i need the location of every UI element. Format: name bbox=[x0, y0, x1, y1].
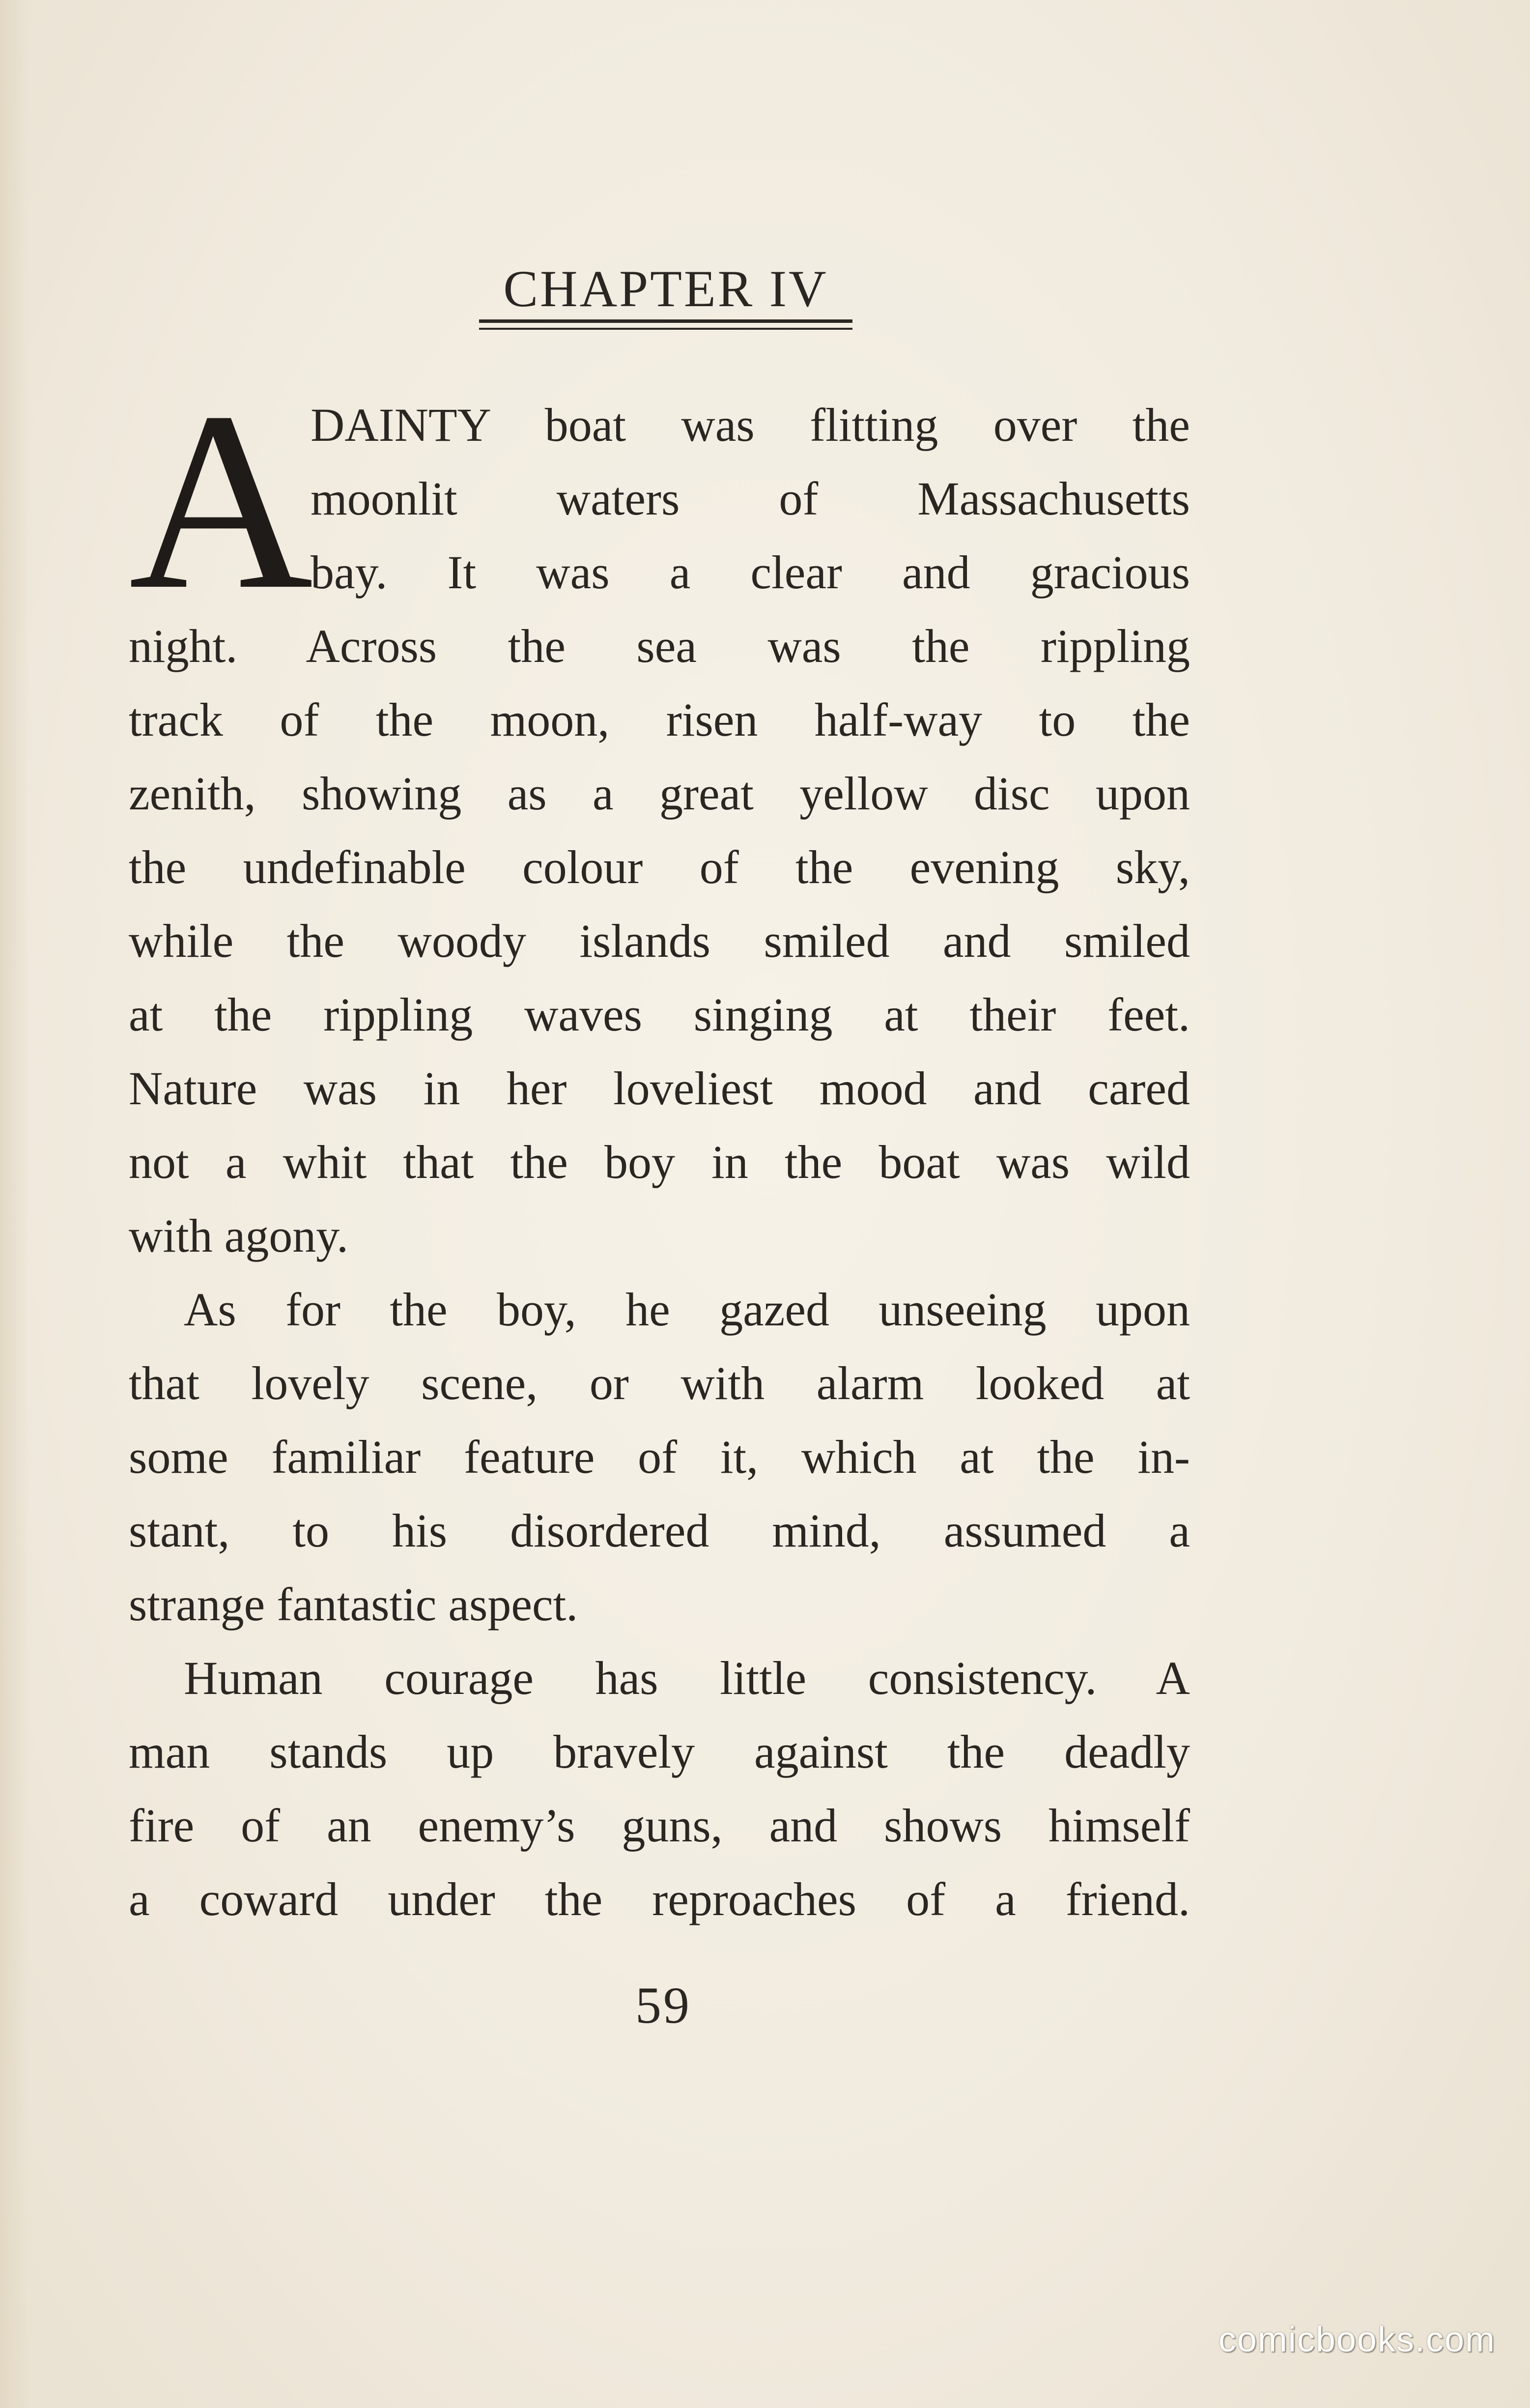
text-line: moonlit waters of Massachusetts bbox=[311, 472, 1190, 525]
paragraph-2 bbox=[129, 1273, 1190, 1641]
body-text bbox=[129, 609, 1190, 1936]
chapter-heading-double-rule bbox=[479, 319, 852, 330]
text-line: bay. It was a clear and gracious bbox=[311, 546, 1190, 599]
site-watermark: comicbooks.com bbox=[1218, 2320, 1496, 2359]
page-number: 59 bbox=[635, 1977, 691, 2034]
paragraph-1-indented-lines bbox=[311, 388, 1190, 609]
text-line: that lovely scene, or with alarm looked at bbox=[129, 1357, 1190, 1409]
text-line: with agony. bbox=[129, 1209, 349, 1262]
page-gutter-shadow bbox=[0, 0, 29, 2408]
paragraph-3 bbox=[129, 1641, 1190, 1936]
text-line: track of the moon, risen half-way to the bbox=[129, 693, 1190, 746]
paragraph-1 bbox=[129, 609, 1190, 1273]
drop-cap-letter: A bbox=[129, 360, 313, 642]
text-line: zenith, showing as a great yellow disc upon bbox=[129, 767, 1190, 820]
text-line: stant, to his disordered mind, assumed a bbox=[129, 1504, 1190, 1557]
chapter-heading: CHAPTER IV bbox=[503, 260, 828, 317]
text-line: at the rippling waves singing at their feet. bbox=[129, 988, 1190, 1041]
text-line: some familiar feature of it, which at the in- bbox=[129, 1431, 1190, 1483]
text-line: strange fantastic aspect. bbox=[129, 1578, 578, 1631]
text-line: As for the boy, he gazed unseeing upon bbox=[184, 1283, 1190, 1336]
text-line: Nature was in her loveliest mood and cared bbox=[129, 1062, 1190, 1115]
text-line: night. Across the sea was the rippling bbox=[129, 620, 1190, 672]
text-line: not a whit that the boy in the boat was wild bbox=[129, 1136, 1190, 1188]
text-line: fire of an enemy’s guns, and shows himself bbox=[129, 1799, 1190, 1852]
text-line: a coward under the reproaches of a friend. bbox=[129, 1873, 1190, 1925]
text-line: man stands up bravely against the deadly bbox=[129, 1725, 1190, 1778]
text-line: while the woody islands smiled and smiled bbox=[129, 915, 1190, 967]
text-line: DAINTY boat was flitting over the bbox=[311, 399, 1190, 451]
text-line: the undefinable colour of the evening sky, bbox=[129, 841, 1190, 893]
text-line: Human courage has little consistency. A bbox=[184, 1652, 1190, 1704]
